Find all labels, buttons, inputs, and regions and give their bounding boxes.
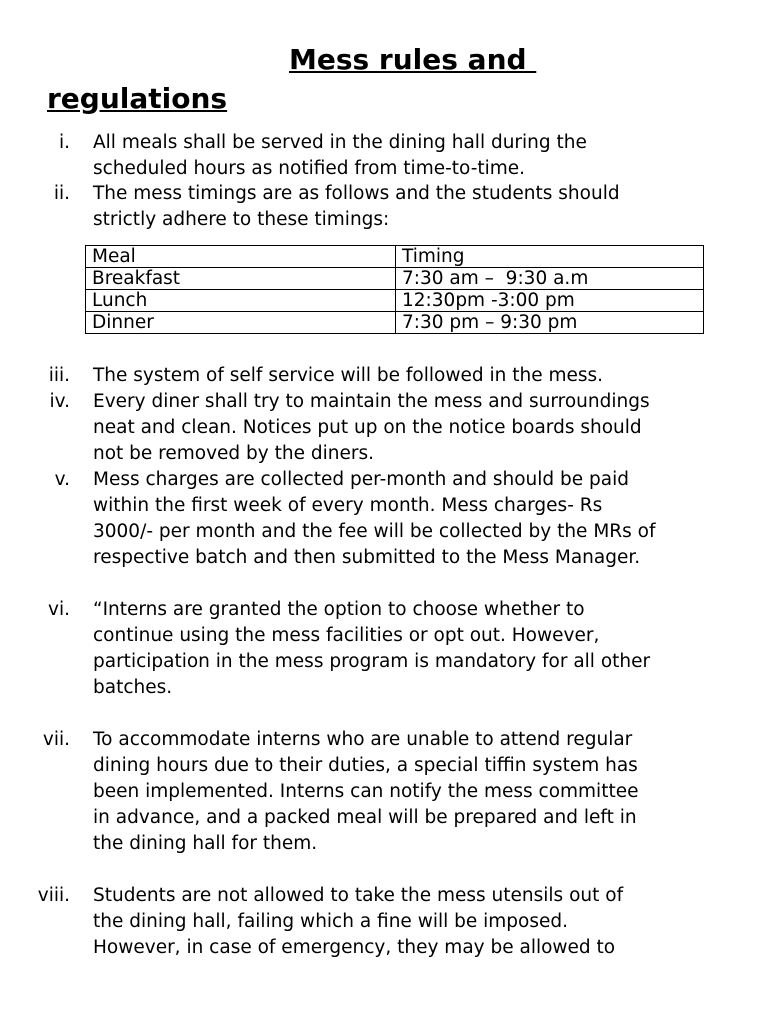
list-item-line: dining hours due to their duties, a special tiffin system has bbox=[93, 755, 638, 776]
list-item-line: “Interns are granted the option to choose whether to bbox=[93, 599, 585, 620]
list-item-line: been implemented. Interns can notify the mess committee bbox=[93, 781, 639, 802]
table-row bbox=[86, 290, 704, 312]
list-item-line: All meals shall be served in the dining hall during the bbox=[93, 132, 587, 153]
list-item-text bbox=[93, 883, 743, 961]
list-item-line: the dining hall for them. bbox=[93, 833, 318, 854]
list-item-line: Mess charges are collected per-month and should be paid bbox=[93, 469, 630, 490]
list-item-line: To accommodate interns who are unable to attend regular bbox=[93, 729, 633, 750]
list-item-number: ii. bbox=[53, 183, 70, 204]
list-item-line: The mess timings are as follows and the students should bbox=[93, 183, 620, 204]
list-item-line: scheduled hours as notified from time-to-time. bbox=[93, 158, 526, 179]
list-item-text bbox=[93, 181, 743, 233]
list-item-number: iv. bbox=[49, 391, 70, 412]
mess-timings-table bbox=[85, 245, 704, 334]
list-item-line: Students are not allowed to take the mess utensils out of bbox=[93, 885, 624, 906]
list-item-number: viii. bbox=[37, 885, 70, 906]
list-item-text bbox=[93, 727, 743, 857]
list-item-line: 3000/- per month and the fee will be collected by the MRs of bbox=[93, 521, 656, 542]
list-item-line: within the first week of every month. Mess charges- Rs bbox=[93, 495, 603, 516]
list-item-line: participation in the mess program is mandatory for all other bbox=[93, 651, 651, 672]
table-header-cell: Meal bbox=[86, 246, 396, 268]
list-item-line: the dining hall, failing which a fine will be imposed. bbox=[93, 911, 568, 932]
table-cell: Dinner bbox=[86, 312, 396, 334]
page-title-line-2: regulations bbox=[47, 82, 228, 115]
list-item-text bbox=[93, 363, 743, 389]
table-row bbox=[86, 268, 704, 290]
list-item-line: respective batch and then submitted to the Mess Manager. bbox=[93, 547, 641, 568]
table-cell: 7:30 am – 9:30 a.m bbox=[396, 268, 704, 290]
table-cell: 7:30 pm – 9:30 pm bbox=[396, 312, 704, 334]
table-row bbox=[86, 312, 704, 334]
list-item-line: However, in case of emergency, they may be allowed to bbox=[93, 937, 616, 958]
list-item-line: continue using the mess facilities or opt out. However, bbox=[93, 625, 600, 646]
list-item-line: batches. bbox=[93, 677, 173, 698]
table-header-cell: Timing bbox=[396, 246, 704, 268]
table-header-row bbox=[86, 246, 704, 268]
list-item-line: not be removed by the diners. bbox=[93, 443, 374, 464]
list-item-text bbox=[93, 597, 743, 701]
list-item-line: Every diner shall try to maintain the mess and surroundings bbox=[93, 391, 650, 412]
list-item-number: iii. bbox=[48, 365, 70, 386]
list-item-text bbox=[93, 130, 743, 182]
list-item-line: strictly adhere to these timings: bbox=[93, 209, 390, 230]
list-item-line: neat and clean. Notices put up on the notice boards should bbox=[93, 417, 642, 438]
table-cell: Breakfast bbox=[86, 268, 396, 290]
list-item-text bbox=[93, 467, 743, 571]
list-item-number: i. bbox=[58, 132, 70, 153]
table-cell: Lunch bbox=[86, 290, 396, 312]
list-item-text bbox=[93, 389, 743, 467]
table-cell: 12:30pm -3:00 pm bbox=[396, 290, 704, 312]
list-item-line: The system of self service will be followed in the mess. bbox=[93, 365, 604, 386]
list-item-number: vi. bbox=[48, 599, 70, 620]
list-item-line: in advance, and a packed meal will be prepared and left in bbox=[93, 807, 637, 828]
page-title-line-1: Mess rules and bbox=[289, 43, 537, 76]
list-item-number: vii. bbox=[42, 729, 70, 750]
list-item-number: v. bbox=[54, 469, 70, 490]
